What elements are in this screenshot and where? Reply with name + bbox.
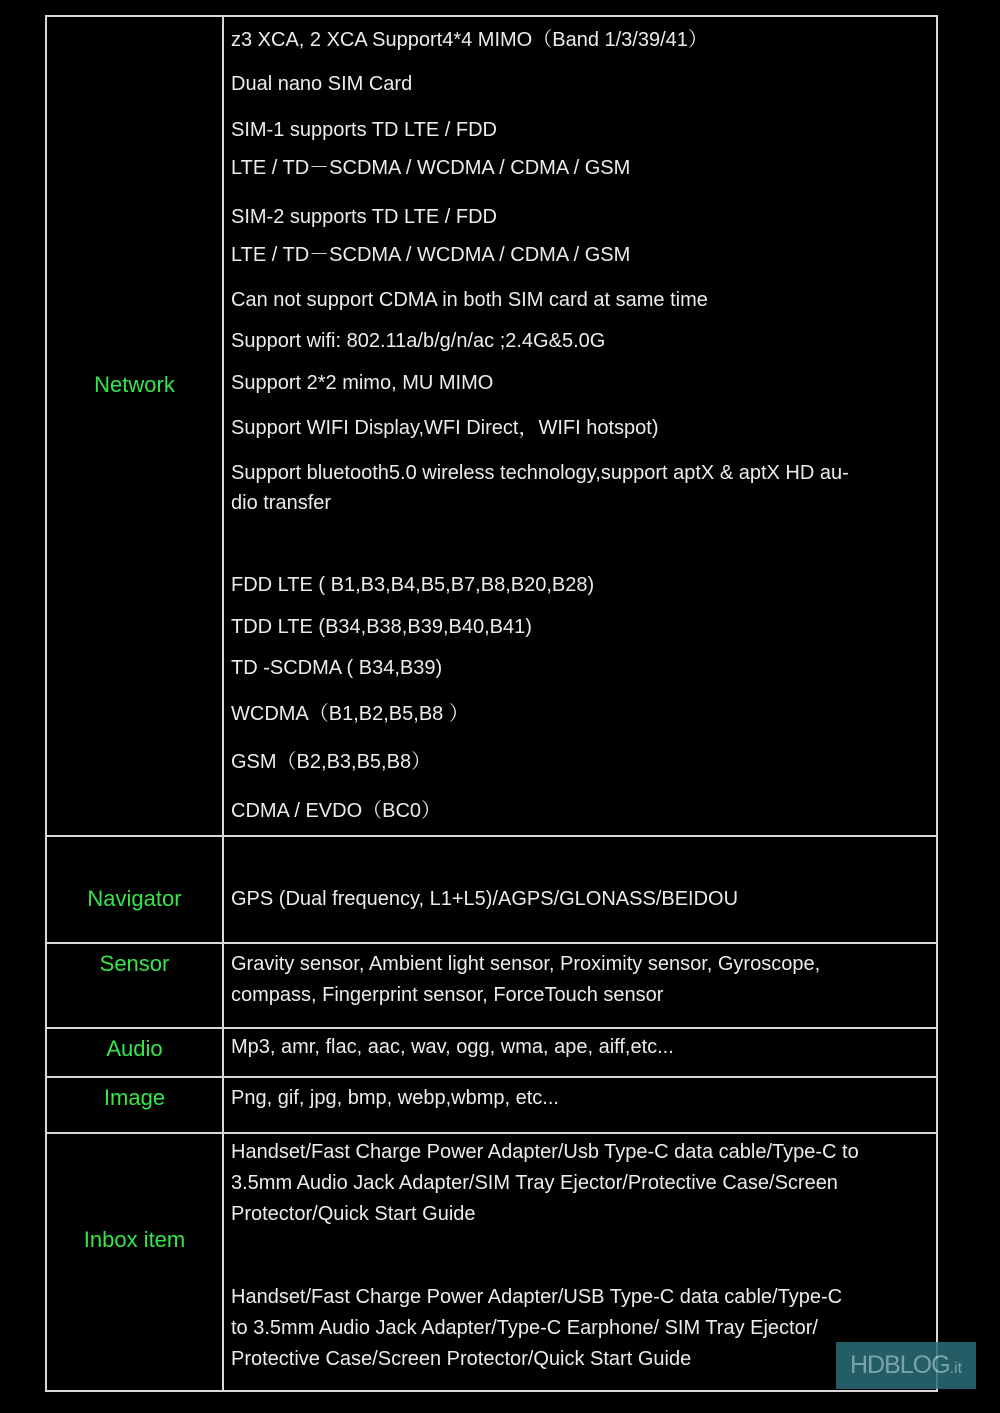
inbox-line: 3.5mm Audio Jack Adapter/SIM Tray Ejector/Protective Case/Screen xyxy=(231,1172,838,1194)
network-line: Support bluetooth5.0 wireless technology,support aptX & aptX HD au- xyxy=(231,462,849,484)
image-label: Image xyxy=(103,1085,166,1110)
row-value-network xyxy=(224,17,936,835)
network-line: z3 XCA, 2 XCA Support4*4 MIMO（Band 1/3/39/41） xyxy=(231,29,708,51)
sensor-line: compass, Fingerprint sensor, ForceTouch sensor xyxy=(231,984,664,1006)
table-row-inbox xyxy=(47,1134,936,1392)
network-line: TD -SCDMA ( B34,B39) xyxy=(231,657,443,679)
network-line: Can not support CDMA in both SIM card at same time xyxy=(231,289,708,311)
navigator-label: Navigator xyxy=(87,886,182,911)
row-label-inbox xyxy=(47,1134,224,1392)
network-line: GSM（B2,B3,B5,B8） xyxy=(231,751,432,773)
network-line: Support WIFI Display,WFI Direct，WIFI hotspot) xyxy=(231,417,659,439)
row-label-network xyxy=(47,17,224,835)
spec-table xyxy=(45,15,938,1392)
hdblog-watermark-logo xyxy=(836,1342,976,1389)
sensor-line: Gravity sensor, Ambient light sensor, Proximity sensor, Gyroscope, xyxy=(231,953,821,975)
audio-label: Audio xyxy=(106,1036,163,1061)
row-value-sensor xyxy=(224,944,936,1027)
network-line: WCDMA（B1,B2,B5,B8 ） xyxy=(231,703,469,725)
table-row-image xyxy=(47,1078,936,1134)
inbox-line: Protective Case/Screen Protector/Quick Start Guide xyxy=(231,1348,692,1370)
audio-value: Mp3, amr, flac, aac, wav, ogg, wma, ape, aiff,etc... xyxy=(231,1036,674,1058)
inbox-label: Inbox item xyxy=(83,1227,186,1252)
table-row-navigator xyxy=(47,837,936,944)
network-line: Dual nano SIM Card xyxy=(231,73,413,95)
watermark-brand: HDBLOG xyxy=(849,1351,950,1379)
network-line: CDMA / EVDO（BC0） xyxy=(231,800,442,822)
network-line: dio transfer xyxy=(231,492,332,514)
network-line: TDD LTE (B34,B38,B39,B40,B41) xyxy=(231,616,532,638)
table-row-sensor xyxy=(47,944,936,1029)
network-line: Support 2*2 mimo, MU MIMO xyxy=(231,372,494,394)
table-row-network xyxy=(47,17,936,837)
inbox-line: Handset/Fast Charge Power Adapter/USB Type-C data cable/Type-C xyxy=(231,1286,843,1308)
network-label: Network xyxy=(94,372,175,397)
network-line: SIM-2 supports TD LTE / FDD xyxy=(231,206,497,228)
sensor-label: Sensor xyxy=(99,951,170,976)
network-line: FDD LTE ( B1,B3,B4,B5,B7,B8,B20,B28) xyxy=(231,574,595,596)
row-label-sensor xyxy=(47,944,224,1027)
navigator-value: GPS (Dual frequency, L1+L5)/AGPS/GLONASS/BEIDOU xyxy=(231,888,739,910)
network-line: Support wifi: 802.11a/b/g/n/ac ;2.4G&5.0G xyxy=(231,330,606,352)
network-line: LTE / TD－SCDMA / WCDMA / CDMA / GSM xyxy=(231,244,631,266)
row-label-navigator xyxy=(47,837,224,942)
network-line: SIM-1 supports TD LTE / FDD xyxy=(231,119,497,141)
table-row-audio xyxy=(47,1029,936,1078)
row-value-navigator xyxy=(224,837,936,942)
row-label-audio xyxy=(47,1029,224,1076)
network-line: LTE / TD－SCDMA / WCDMA / CDMA / GSM xyxy=(231,157,631,179)
row-value-image xyxy=(224,1078,936,1132)
row-value-audio xyxy=(224,1029,936,1076)
row-label-image xyxy=(47,1078,224,1132)
inbox-line: to 3.5mm Audio Jack Adapter/Type-C Earphone/ SIM Tray Ejector/ xyxy=(231,1317,818,1339)
inbox-line: Protector/Quick Start Guide xyxy=(231,1203,476,1225)
inbox-line: Handset/Fast Charge Power Adapter/Usb Type-C data cable/Type-C to xyxy=(231,1141,859,1163)
watermark-suffix: .it xyxy=(949,1360,963,1377)
image-value: Png, gif, jpg, bmp, webp,wbmp, etc... xyxy=(231,1087,559,1109)
row-value-inbox xyxy=(224,1134,936,1392)
